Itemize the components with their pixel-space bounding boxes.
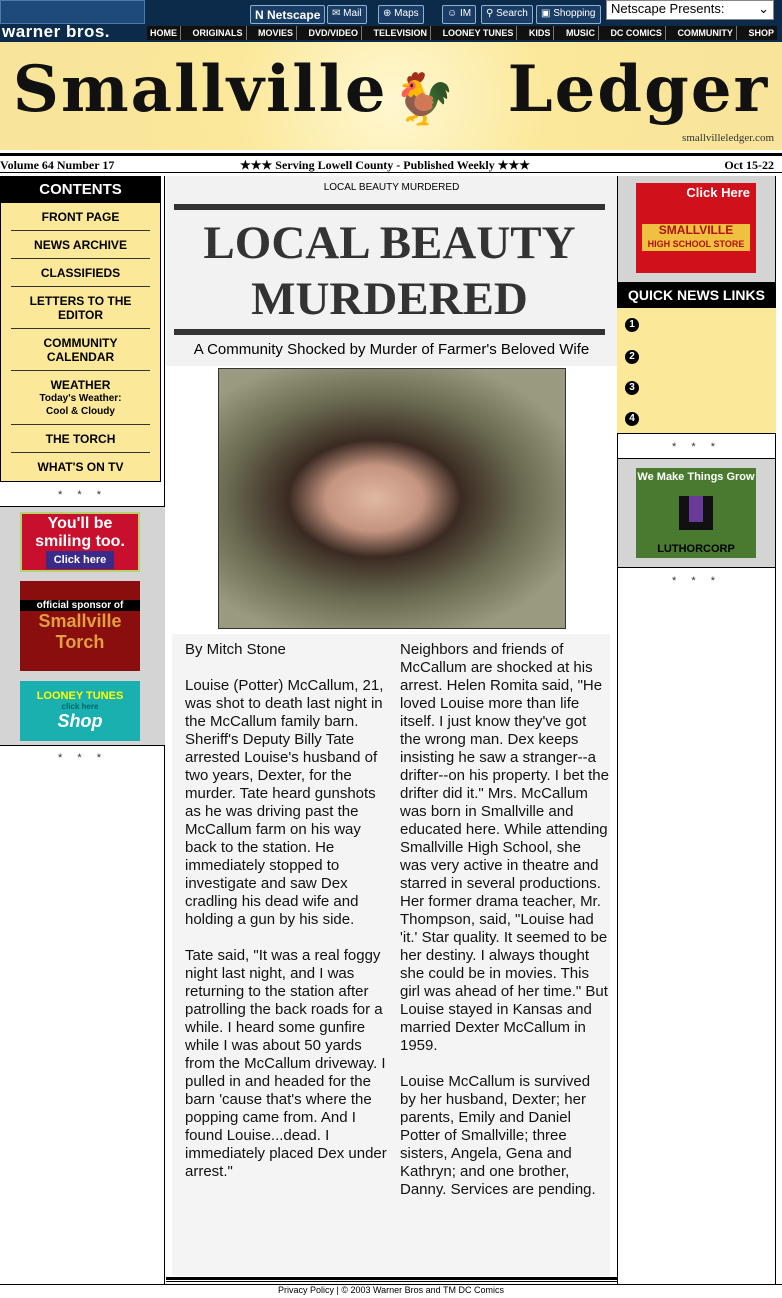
- divider-stars: * * *: [672, 575, 721, 587]
- paragraph: Tate said, "It was a real foggy night last night, and I was returning to the station after patrolling the back roads for a while. I heard some gunfire while I was about 50 yards from the McCallum driveway. I pulled in and headed for the barn 'cause that's where the popping came from. And I found Louise...dead. I immediately placed Dex under arrest.": [185, 947, 387, 1180]
- divider-stars: * * *: [58, 752, 107, 764]
- torch-ad[interactable]: official sponsor of Smallville Torch: [20, 581, 140, 671]
- deck: A Community Shocked by Murder of Farmer's Beloved Wife: [193, 341, 590, 358]
- contents-nav: [0, 176, 161, 482]
- quick-link-2[interactable]: 2: [625, 350, 639, 364]
- quick-link-4[interactable]: 4: [625, 412, 639, 426]
- nav-dc-comics[interactable]: DC COMICS: [607, 26, 666, 40]
- nav-kids[interactable]: KIDS: [526, 26, 555, 40]
- tagline: ★★★ Serving Lowell County - Published Weekly ★★★: [240, 158, 531, 172]
- paragraph: Neighbors and friends of McCallum are shocked at his arrest. Helen Romita said, "He loved Louise more than life itself. I just know they've got the wrong man. Dex keeps insisting he saw a stranger--a drifter--on his property. I bet the drifter did it." Mrs. McCallum was born in Smallville and educated here. While attending Smallville High School, she was very active in theatre and starred in several productions. Her former drama teacher, Mr. Thompson, said, "Louise had 'it.' Star quality. It seemed to be her destiny. I always thought she could be in movies. This girl was ahead of her time." But Louise stayed in Kansas and married Dexter McCallum in 1959.: [400, 641, 609, 1054]
- nav-torch[interactable]: THE TORCH: [11, 425, 150, 453]
- luthorcorp-logo: [679, 496, 713, 530]
- maps-button[interactable]: ⊕ Maps: [378, 5, 424, 24]
- article-body: [172, 634, 610, 1276]
- article-photo: [218, 368, 566, 629]
- issue-date: Oct 15-22: [724, 158, 774, 172]
- paragraph: Louise McCallum is survived by her husband, Dexter; her parents, Emily and Daniel Potter of Smallville; three sisters, Angela, Gena and Kathryn; and one brother, Danny. Services are pending.: [400, 1073, 596, 1198]
- nav-community[interactable]: COMMUNITY: [674, 26, 737, 40]
- quick-links-heading: QUICK NEWS LINKS: [617, 282, 776, 308]
- nav-movies[interactable]: MOVIES: [255, 26, 297, 40]
- contents-heading: CONTENTS: [1, 177, 160, 203]
- chevron-down-icon: ⌄: [758, 1, 769, 16]
- nav-classifieds[interactable]: CLASSIFIEDS: [11, 259, 150, 287]
- rule: [174, 204, 605, 210]
- hen-icon: 🐓: [393, 71, 456, 127]
- search-button[interactable]: ⚲ Search: [481, 5, 533, 24]
- looney-tunes-shop-ad[interactable]: LOONEY TUNES click here Shop: [20, 681, 140, 741]
- masthead-title: Smallville Ledger: [12, 52, 770, 127]
- footer[interactable]: Privacy Policy | © 2003 Warner Bros and TM DC Comics: [0, 1284, 782, 1295]
- netscape-icon: N: [255, 8, 267, 22]
- issue-bar: [0, 153, 782, 173]
- divider-stars: * * *: [672, 441, 721, 453]
- wb-nav: [147, 26, 777, 40]
- site-url: smallvilleledger.com: [682, 132, 774, 144]
- wb-logo[interactable]: [0, 0, 145, 24]
- luthorcorp-ad[interactable]: We Make Things Grow LUTHORCORP: [636, 468, 756, 558]
- quick-news-links: [617, 282, 776, 434]
- nav-front-page[interactable]: FRONT PAGE: [11, 203, 150, 231]
- bottom-rule: [166, 1277, 617, 1282]
- nav-letters[interactable]: LETTERS TO THE EDITOR: [11, 287, 150, 329]
- quick-link-3[interactable]: 3: [625, 381, 639, 395]
- headline: LOCAL BEAUTY MURDERED: [203, 217, 576, 325]
- byline: By Mitch Stone: [185, 641, 286, 658]
- nav-television[interactable]: TELEVISION: [371, 26, 432, 40]
- nav-home[interactable]: HOME: [147, 26, 181, 40]
- nav-music[interactable]: MUSIC: [563, 26, 599, 40]
- volume-number: Volume 64 Number 17: [0, 158, 115, 172]
- divider-stars: * * *: [58, 489, 107, 501]
- nav-shop[interactable]: SHOP: [748, 28, 774, 38]
- netscape-button[interactable]: N Netscape: [250, 5, 325, 24]
- nav-looney-tunes[interactable]: LOONEY TUNES: [440, 26, 518, 40]
- nav-whats-on-tv[interactable]: WHAT'S ON TV: [37, 460, 124, 474]
- nav-originals[interactable]: ORIGINALS: [190, 26, 247, 40]
- im-button[interactable]: ☺ IM: [442, 5, 476, 24]
- wb-brand[interactable]: warner bros.: [2, 22, 111, 41]
- nav-news-archive[interactable]: NEWS ARCHIVE: [11, 231, 150, 259]
- mail-button[interactable]: ✉ Mail: [327, 5, 367, 24]
- quick-link-1[interactable]: 1: [625, 318, 639, 332]
- nav-community-calendar[interactable]: COMMUNITY CALENDAR: [11, 329, 150, 371]
- paragraph: Louise (Potter) McCallum, 21, was shot to death last night in the McCallum family barn. Sheriff's Deputy Billy Tate arrested Louise's husband of two years, Dexter, for the murder. Tate heard gunshots as he was driving past the McCallum farm on his way back to the station. He immediately stopped to investigate and saw Dex cradling his dead wife and holding a gun by his side.: [185, 677, 384, 928]
- netscape-presents-select[interactable]: Netscape Presents: ⌄: [606, 0, 774, 20]
- nav-dvd[interactable]: DVD/VIDEO: [306, 26, 363, 40]
- shopping-button[interactable]: ▣ Shopping: [536, 5, 601, 24]
- rule: [174, 329, 605, 335]
- nav-weather[interactable]: WEATHER Today's Weather: Cool & Cloudy: [11, 371, 150, 425]
- kicker: LOCAL BEAUTY MURDERED: [323, 182, 460, 193]
- smile-ad[interactable]: You'll be smiling too. Click here: [20, 512, 140, 572]
- school-store-ad[interactable]: Click Here SMALLVILLE HIGH SCHOOL STORE: [636, 183, 756, 273]
